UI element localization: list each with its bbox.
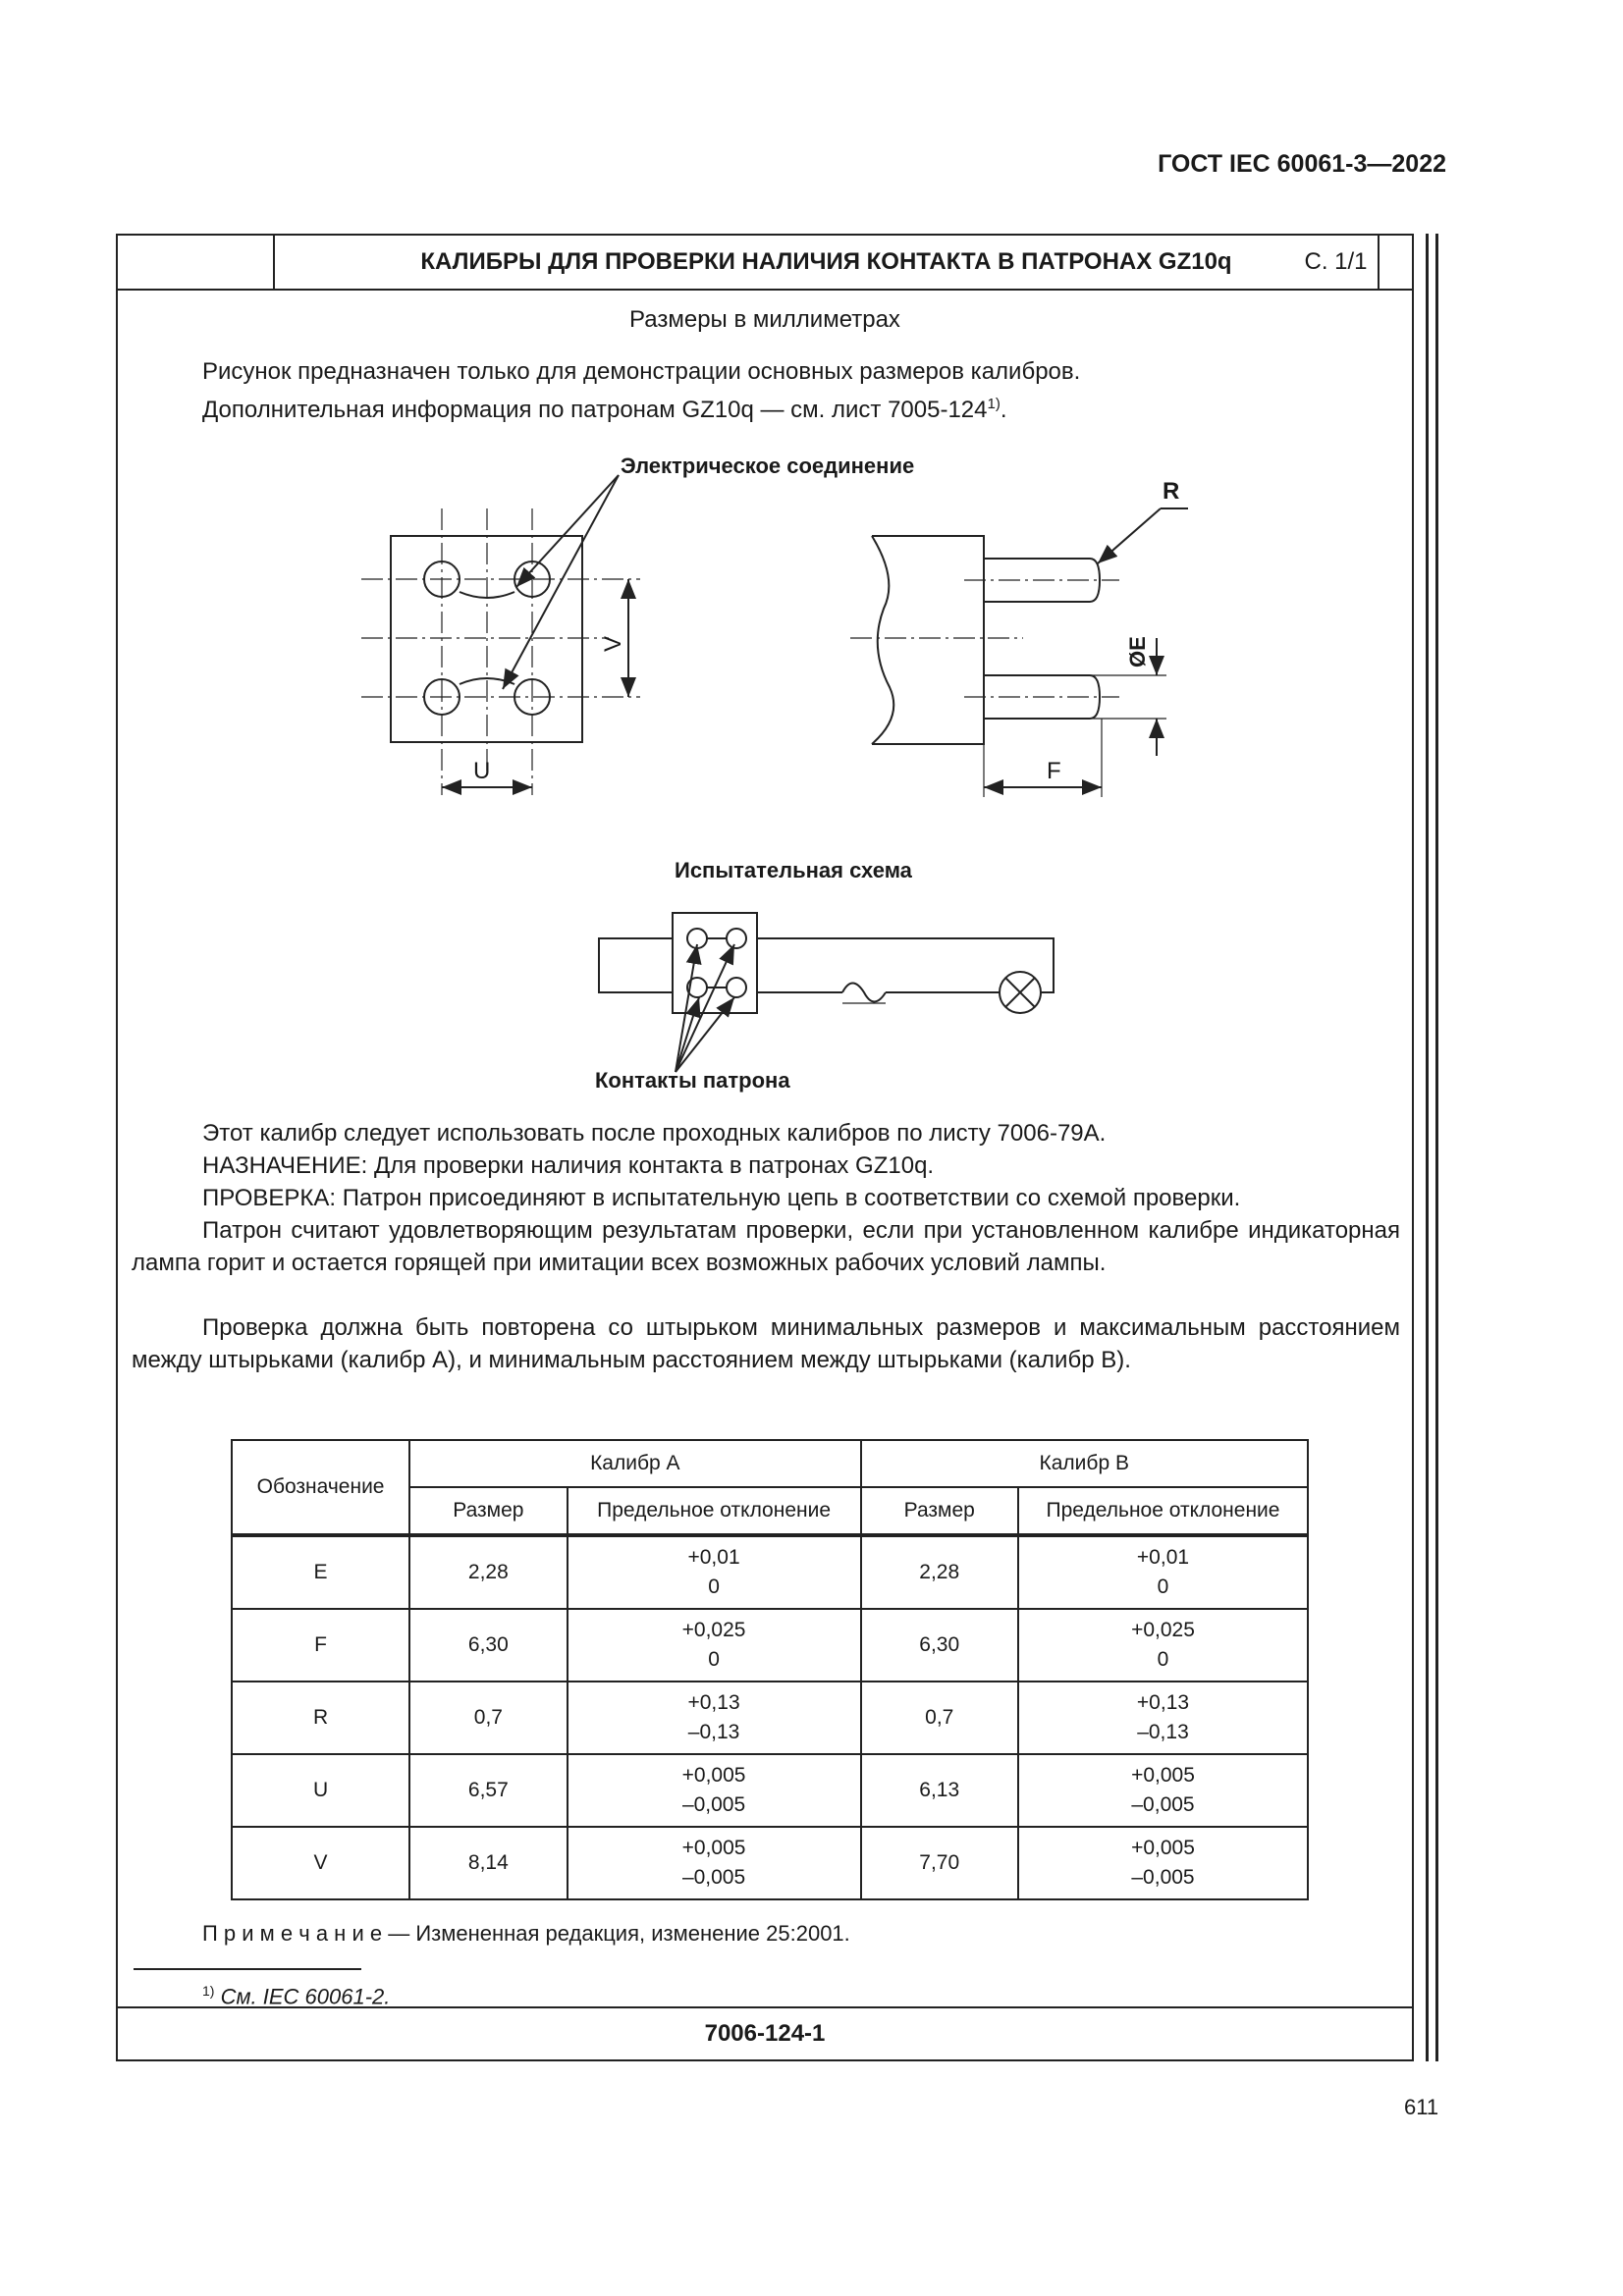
note-label: П р и м е ч а н и е [202, 1921, 383, 1946]
cell-b-size: 6,13 [861, 1754, 1018, 1827]
dimensions-table [231, 1439, 1309, 1900]
label-u: U [473, 758, 491, 784]
gauge-drawing [118, 236, 1414, 1119]
test-circuit-wire [757, 938, 1054, 992]
cell-a-size: 6,57 [409, 1754, 567, 1827]
cell-b-tolerance: +0,005 –0,005 [1018, 1754, 1308, 1827]
footnote-rule [134, 1968, 361, 1970]
cell-a-size: 0,7 [409, 1682, 567, 1754]
cell-b-size: 2,28 [861, 1535, 1018, 1609]
header-gauge-b: Калибр В [861, 1440, 1309, 1487]
intro-line-1: Рисунок предназначен только для демонстрации основных размеров калибров. [202, 358, 1081, 385]
table-row [232, 1682, 1308, 1754]
cell-b-size: 7,70 [861, 1827, 1018, 1899]
paragraph-4: Патрон считают удовлетворяющим результатам проверки, если при установленном калибре индикаторная лампа горит и остается горящей при имитации всех возможных рабочих условий лампы. [132, 1217, 1400, 1276]
sheet-frame [116, 234, 1414, 2061]
cell-designation: U [232, 1754, 409, 1827]
table-row [232, 1754, 1308, 1827]
fuse-symbol [842, 984, 886, 1002]
header-size: Размер [861, 1487, 1018, 1535]
cell-a-size: 6,30 [409, 1609, 567, 1682]
header-designation: Обозначение [232, 1440, 409, 1535]
note-text: — Измененная редакция, изменение 25:2001. [382, 1921, 850, 1946]
units-note: Размеры в миллиметрах [629, 306, 900, 333]
cell-a-size: 2,28 [409, 1535, 567, 1609]
cell-b-tolerance: +0,13 –0,13 [1018, 1682, 1308, 1754]
cell-b-tolerance: +0,005 –0,005 [1018, 1827, 1308, 1899]
frame-double-line [1426, 234, 1429, 2061]
intro-line-2: Дополнительная информация по патронам GZ10q — см. лист 7005-124$^{1)}$. [202, 396, 1007, 423]
cell-a-tolerance: +0,01 0 [568, 1535, 861, 1609]
cell-b-tolerance: +0,01 0 [1018, 1535, 1308, 1609]
label-test-scheme: Испытательная схема [675, 858, 912, 882]
page-number: 611 [1404, 2095, 1439, 2119]
cell-designation: F [232, 1609, 409, 1682]
test-circuit-wire [599, 938, 673, 992]
footnote-ref: 1) [987, 396, 1001, 412]
header-gauge-a: Калибр А [409, 1440, 860, 1487]
label-e: ØE [1125, 636, 1150, 667]
test-socket [673, 913, 757, 1013]
label-r: R [1163, 478, 1180, 505]
sheet-code: 7006-124-1 [118, 2006, 1412, 2059]
paragraph-2: НАЗНАЧЕНИЕ: Для проверки наличия контакта в патронах GZ10q. [202, 1152, 935, 1179]
paragraph-5: Проверка должна быть повторена со штырьком минимальных размеров и максимальным расстоянием между штырьками (калибр А), и минимальным расстоянием между штырьками (калибр В). [132, 1314, 1400, 1373]
break-line [872, 536, 893, 744]
sheet-title: КАЛИБРЫ ДЛЯ ПРОВЕРКИ НАЛИЧИЯ КОНТАКТА В ПАТРОНАХ GZ10q [275, 236, 1380, 289]
cell-a-tolerance: +0,005 –0,005 [568, 1754, 861, 1827]
cell-b-size: 0,7 [861, 1682, 1018, 1754]
cell-a-size: 8,14 [409, 1827, 567, 1899]
sheet-number: С. 1/1 [1304, 248, 1368, 275]
table-row [232, 1609, 1308, 1682]
footnote-mark: 1) [202, 1983, 215, 1999]
standard-header: ГОСТ IEC 60061-3—2022 [1158, 150, 1446, 178]
cell-a-tolerance: +0,13 –0,13 [568, 1682, 861, 1754]
table-row [232, 1535, 1308, 1609]
header-tolerance: Предельное отклонение [1018, 1487, 1308, 1535]
note [202, 1917, 850, 1949]
cell-a-tolerance: +0,005 –0,005 [568, 1827, 861, 1899]
footnote-text: См. IEC 60061-2. [220, 1984, 391, 2009]
label-electrical-connection: Электрическое соединение [621, 454, 915, 478]
paragraph-1: Этот калибр следует использовать после проходных калибров по листу 7006-79А. [202, 1120, 1107, 1147]
table-row [232, 1827, 1308, 1899]
label-v: V [600, 635, 626, 652]
cell-designation: R [232, 1682, 409, 1754]
paragraph-3: ПРОВЕРКА: Патрон присоединяют в испытательную цепь в соответствии со схемой проверки. [202, 1185, 1241, 1211]
gauge-body-side [872, 536, 984, 744]
frame-double-line [1435, 234, 1438, 2061]
cell-b-tolerance: +0,025 0 [1018, 1609, 1308, 1682]
header-tolerance: Предельное отклонение [568, 1487, 861, 1535]
cell-b-size: 6,30 [861, 1609, 1018, 1682]
label-f: F [1047, 758, 1061, 784]
label-socket-contacts: Контакты патрона [595, 1068, 790, 1093]
cell-a-tolerance: +0,025 0 [568, 1609, 861, 1682]
cell-designation: E [232, 1535, 409, 1609]
header-size: Размер [409, 1487, 567, 1535]
cell-designation: V [232, 1827, 409, 1899]
